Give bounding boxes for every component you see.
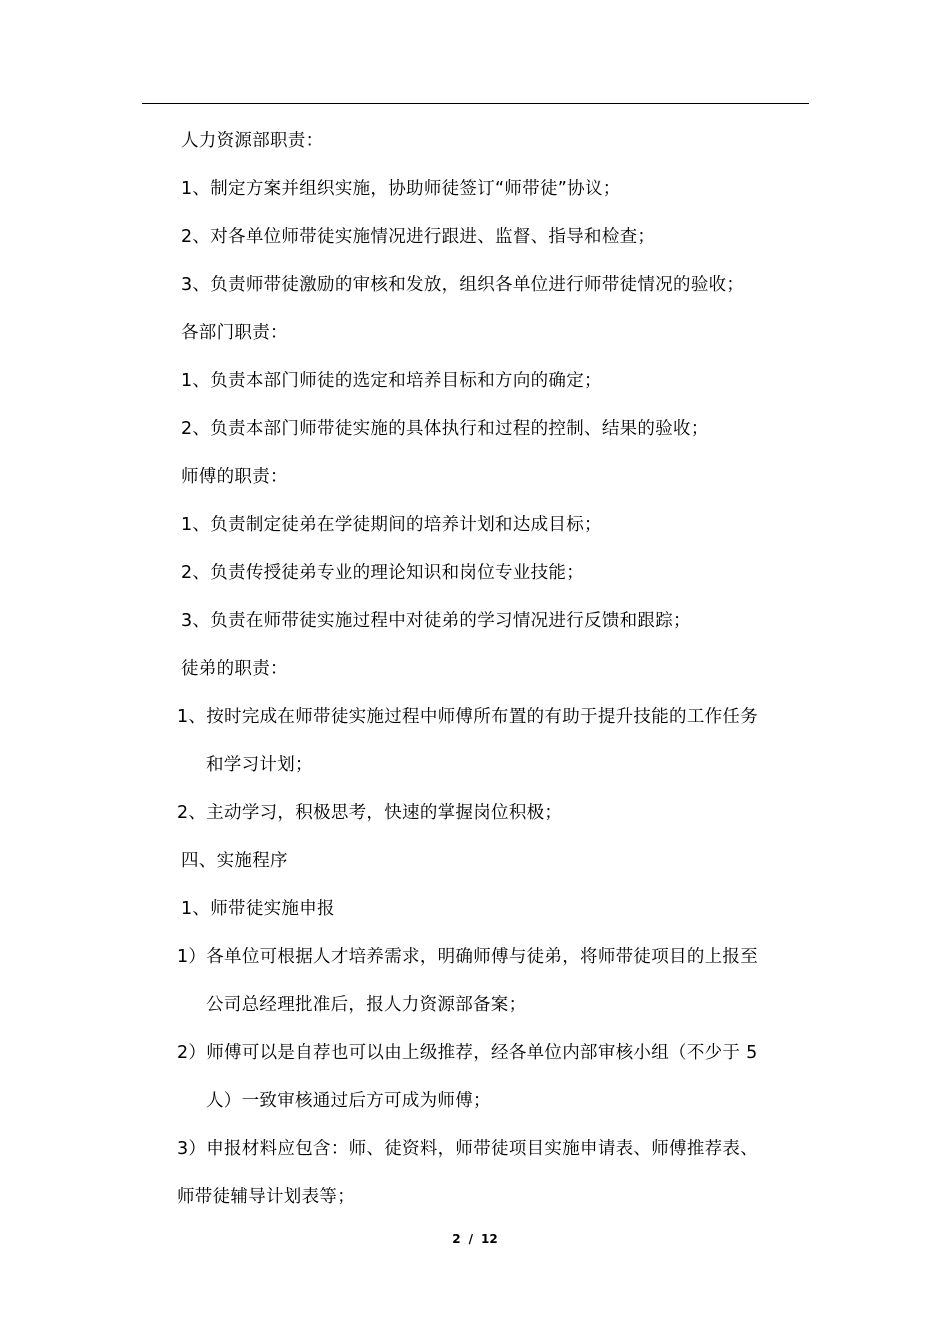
- paragraph-line: 2）师傅可以是自荐也可以由上级推荐，经各单位内部审核小组（不少于 5: [177, 1043, 758, 1063]
- paragraph-line: 1、负责制定徒弟在学徒期间的培养计划和达成目标；: [181, 515, 602, 535]
- paragraph-line: 1、按时完成在师带徒实施过程中师傅所布置的有助于提升技能的工作任务: [177, 707, 759, 727]
- paragraph-line: 2、对各单位师带徒实施情况进行跟进、监督、指导和检查；: [181, 227, 656, 247]
- header-rule: [142, 103, 809, 104]
- subsection-heading: 1、师带徒实施申报: [181, 899, 335, 919]
- section-heading-procedure: 四、实施程序: [181, 851, 288, 871]
- total-pages: 12: [481, 1232, 498, 1246]
- paragraph-line: 1、负责本部门师徒的选定和培养目标和方向的确定；: [181, 371, 602, 391]
- paragraph-line-continued: 公司总经理批准后，报人力资源部备案；: [206, 995, 527, 1015]
- paragraph-line: 3、负责师带徒激励的审核和发放，组织各单位进行师带徒情况的验收；: [181, 275, 745, 295]
- paragraph-line: 2、负责传授徒弟专业的理论知识和岗位专业技能；: [181, 563, 585, 583]
- paragraph-line: 1、制定方案并组织实施，协助师徒签订“师带徒”协议；: [181, 179, 621, 199]
- page-separator: /: [468, 1232, 474, 1246]
- paragraph-line-continued: 人）一致审核通过后方可成为师傅；: [206, 1091, 491, 1111]
- heading-apprentice-duties: 徒弟的职责：: [181, 659, 288, 679]
- paragraph-line: 2、负责本部门师带徒实施的具体执行和过程的控制、结果的验收；: [181, 419, 709, 439]
- heading-hr-duties: 人力资源部职责：: [181, 131, 324, 151]
- paragraph-line: 2、主动学习，积极思考，快速的掌握岗位积极；: [177, 803, 563, 823]
- heading-mentor-duties: 师傅的职责：: [181, 467, 288, 487]
- paragraph-line: 3、负责在师带徒实施过程中对徒弟的学习情况进行反馈和跟踪；: [181, 611, 691, 631]
- paragraph-line-continued: 和学习计划；: [206, 755, 313, 775]
- heading-dept-duties: 各部门职责：: [181, 323, 288, 343]
- page-footer: [0, 1232, 950, 1246]
- paragraph-line: 3）申报材料应包含：师、徒资料，师带徒项目实施申请表、师傅推荐表、: [177, 1139, 759, 1159]
- paragraph-line: 1）各单位可根据人才培养需求，明确师傅与徒弟，将师带徒项目的上报至: [177, 947, 759, 967]
- current-page-number: 2: [452, 1232, 461, 1246]
- paragraph-line-continued: 师带徒辅导计划表等；: [177, 1187, 355, 1207]
